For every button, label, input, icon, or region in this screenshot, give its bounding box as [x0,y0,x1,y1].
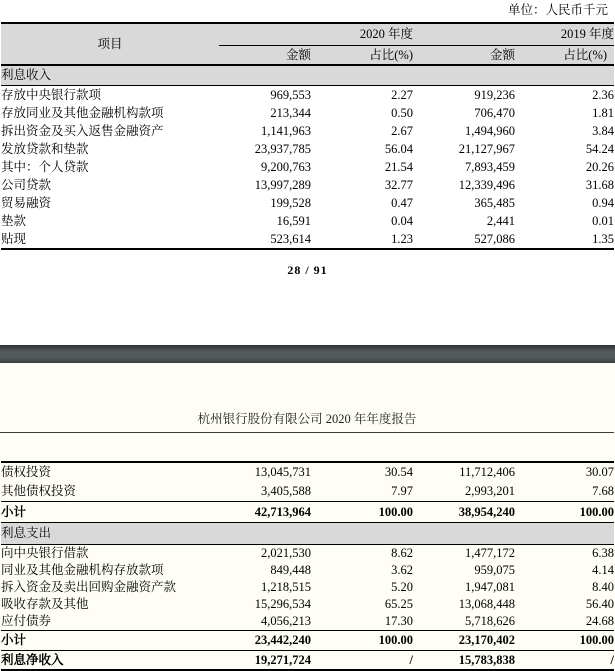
amount-2019: 38,954,240 [413,502,515,523]
ratio-2020: 0.47 [391,195,414,210]
amount-2019: 12,339,496 [458,177,516,192]
amount-2019: 5,718,626 [465,614,515,629]
table-row [1,613,614,631]
row-label: 其中：个人贷款 [1,159,89,174]
table-header-years [1,23,614,46]
amount-2019: 1,477,172 [465,546,515,561]
row-label: 贸易融资 [1,195,52,210]
amount-2020: 1,218,515 [261,580,311,595]
row-label: 存放同业及其他金融机构款项 [1,105,164,120]
col-header-ratio-2020: 占比(%) [311,46,413,66]
amount-2020: 42,713,964 [219,502,311,523]
amount-2019: 2,441 [486,213,516,228]
amount-2020: 1,141,963 [261,123,311,138]
amount-2019: 11,712,406 [459,465,515,480]
table-row [1,579,614,596]
amount-2020: 849,448 [270,563,311,578]
amount-2020: 9,200,763 [261,159,311,174]
ratio-2020: 5.20 [391,580,413,595]
amount-2019: 21,127,967 [458,141,516,156]
amount-2019: 13,068,448 [458,597,515,612]
amount-2019: 527,086 [474,231,516,246]
ratio-2020: 100.00 [311,502,413,523]
amount-2019: 959,075 [474,563,515,578]
ratio-2019: 0.94 [592,195,615,210]
ratio-2019: 100.00 [515,631,614,651]
amount-2020: 13,045,731 [254,465,311,480]
ratio-2019: 2.36 [592,87,615,102]
subtotal-row [1,502,614,523]
ratio-2020: 0.04 [391,213,414,228]
ratio-2019: 7.68 [592,484,614,499]
col-header-amount-2020: 金额 [219,46,311,66]
amount-2019: 15,783,838 [458,652,515,667]
ratio-2020: 32.77 [384,177,414,192]
amount-2019: 2,993,201 [465,484,515,499]
row-label: 发放贷款和垫款 [1,141,89,156]
amount-2019: 919,236 [474,87,516,102]
ratio-2019: / [610,652,614,667]
unit-label: 单位：人民币千元 [507,3,608,17]
col-header-ratio-2019: 占比(%) [515,46,614,66]
table-row [1,140,614,158]
amount-2019: 1,494,960 [465,123,516,138]
row-label: 公司贷款 [1,177,52,192]
interest-expense-table [1,461,614,671]
ratio-2019: 30.07 [585,465,614,480]
amount-2020: 23,442,240 [219,631,311,651]
ratio-2020: 65.25 [384,597,413,612]
row-label: 贴现 [1,231,27,246]
ratio-2019: 31.68 [585,177,615,192]
amount-2019: 365,485 [474,195,516,210]
ratio-2020: 7.97 [391,484,413,499]
row-label: 债权投资 [1,465,52,480]
col-header-item: 项目 [1,23,219,65]
report-title: 杭州银行股份有限公司 2020 年年度报告 [0,411,614,433]
table-row [1,462,614,482]
table-row [1,562,614,579]
ratio-2019: 56.40 [585,597,614,612]
col-header-2019: 2019 年度 [413,23,614,46]
row-label: 吸收存款及其他 [1,597,89,612]
row-label: 向中央银行借款 [1,546,89,561]
ratio-2020: 0.50 [391,105,414,120]
ratio-2020: / [409,652,413,667]
ratio-2019: 8.40 [592,580,614,595]
row-label: 小计 [1,502,219,523]
amount-2020: 213,344 [270,105,311,120]
row-label: 应付债券 [1,614,52,629]
row-label: 其他债权投资 [1,484,77,499]
ratio-2020: 1.23 [391,231,414,246]
row-label: 同业及其他金融机构存放款项 [1,563,164,578]
page-2 [0,363,615,669]
ratio-2019: 1.81 [592,105,615,120]
ratio-2019: 4.14 [592,563,614,578]
table-row [1,86,614,105]
ratio-2019: 100.00 [515,502,614,523]
section-row-interest-income [1,65,614,86]
table-row [1,122,614,140]
ratio-2020: 3.62 [391,563,413,578]
amount-2020: 4,056,213 [261,614,311,629]
row-label: 拆出资金及买入返售金融资产 [1,123,164,138]
amount-2020: 199,528 [270,195,311,210]
section-label: 利息收入 [1,65,614,86]
amount-2020: 969,553 [270,87,311,102]
col-header-amount-2019: 金额 [413,46,515,66]
ratio-2020: 21.54 [384,159,414,174]
section-label: 利息支出 [1,523,614,545]
page-number: 28 / 91 [287,263,328,277]
net-interest-income-row [1,651,614,671]
amount-2020: 19,271,724 [254,652,311,667]
row-label: 小计 [1,631,219,651]
table-row [1,212,614,230]
amount-2020: 16,591 [276,213,311,228]
ratio-2019: 54.24 [585,141,615,156]
section-row-interest-expense [1,523,614,545]
amount-2019: 23,170,402 [413,631,515,651]
table-row [1,104,614,122]
ratio-2020: 2.67 [391,123,414,138]
ratio-2020: 2.27 [391,87,414,102]
col-header-2020: 2020 年度 [219,23,413,46]
amount-2020: 23,937,785 [254,141,311,156]
ratio-2020: 30.54 [384,465,413,480]
ratio-2020: 8.62 [391,546,413,561]
ratio-2019: 24.68 [585,614,614,629]
amount-2019: 706,470 [474,105,516,120]
amount-2020: 3,405,588 [261,484,311,499]
amount-2020: 2,021,530 [261,546,311,561]
row-label: 拆入资金及卖出回购金融资产款 [1,580,177,595]
amount-2019: 7,893,459 [465,159,516,174]
row-label: 垫款 [1,213,27,228]
subtotal-row [1,631,614,651]
ratio-2020: 100.00 [311,631,413,651]
table-row [1,482,614,502]
ratio-2019: 0.01 [592,213,615,228]
table-row [1,545,614,563]
ratio-2019: 3.84 [592,123,615,138]
amount-2020: 523,614 [270,231,311,246]
interest-income-table [1,22,614,250]
amount-2019: 1,947,081 [465,580,515,595]
row-label: 利息净收入 [1,652,64,667]
table-row [1,176,614,194]
ratio-2019: 1.35 [592,231,615,246]
ratio-2020: 56.04 [384,141,414,156]
table-row [1,596,614,613]
amount-2020: 15,296,534 [254,597,311,612]
ratio-2019: 20.26 [585,159,615,174]
page-separator [0,345,615,363]
table-row [1,194,614,212]
ratio-2020: 17.30 [384,614,413,629]
amount-2020: 13,997,289 [254,177,311,192]
table-row [1,158,614,176]
ratio-2019: 6.38 [592,546,614,561]
row-label: 存放中央银行款项 [1,87,102,102]
table-row [1,230,614,249]
